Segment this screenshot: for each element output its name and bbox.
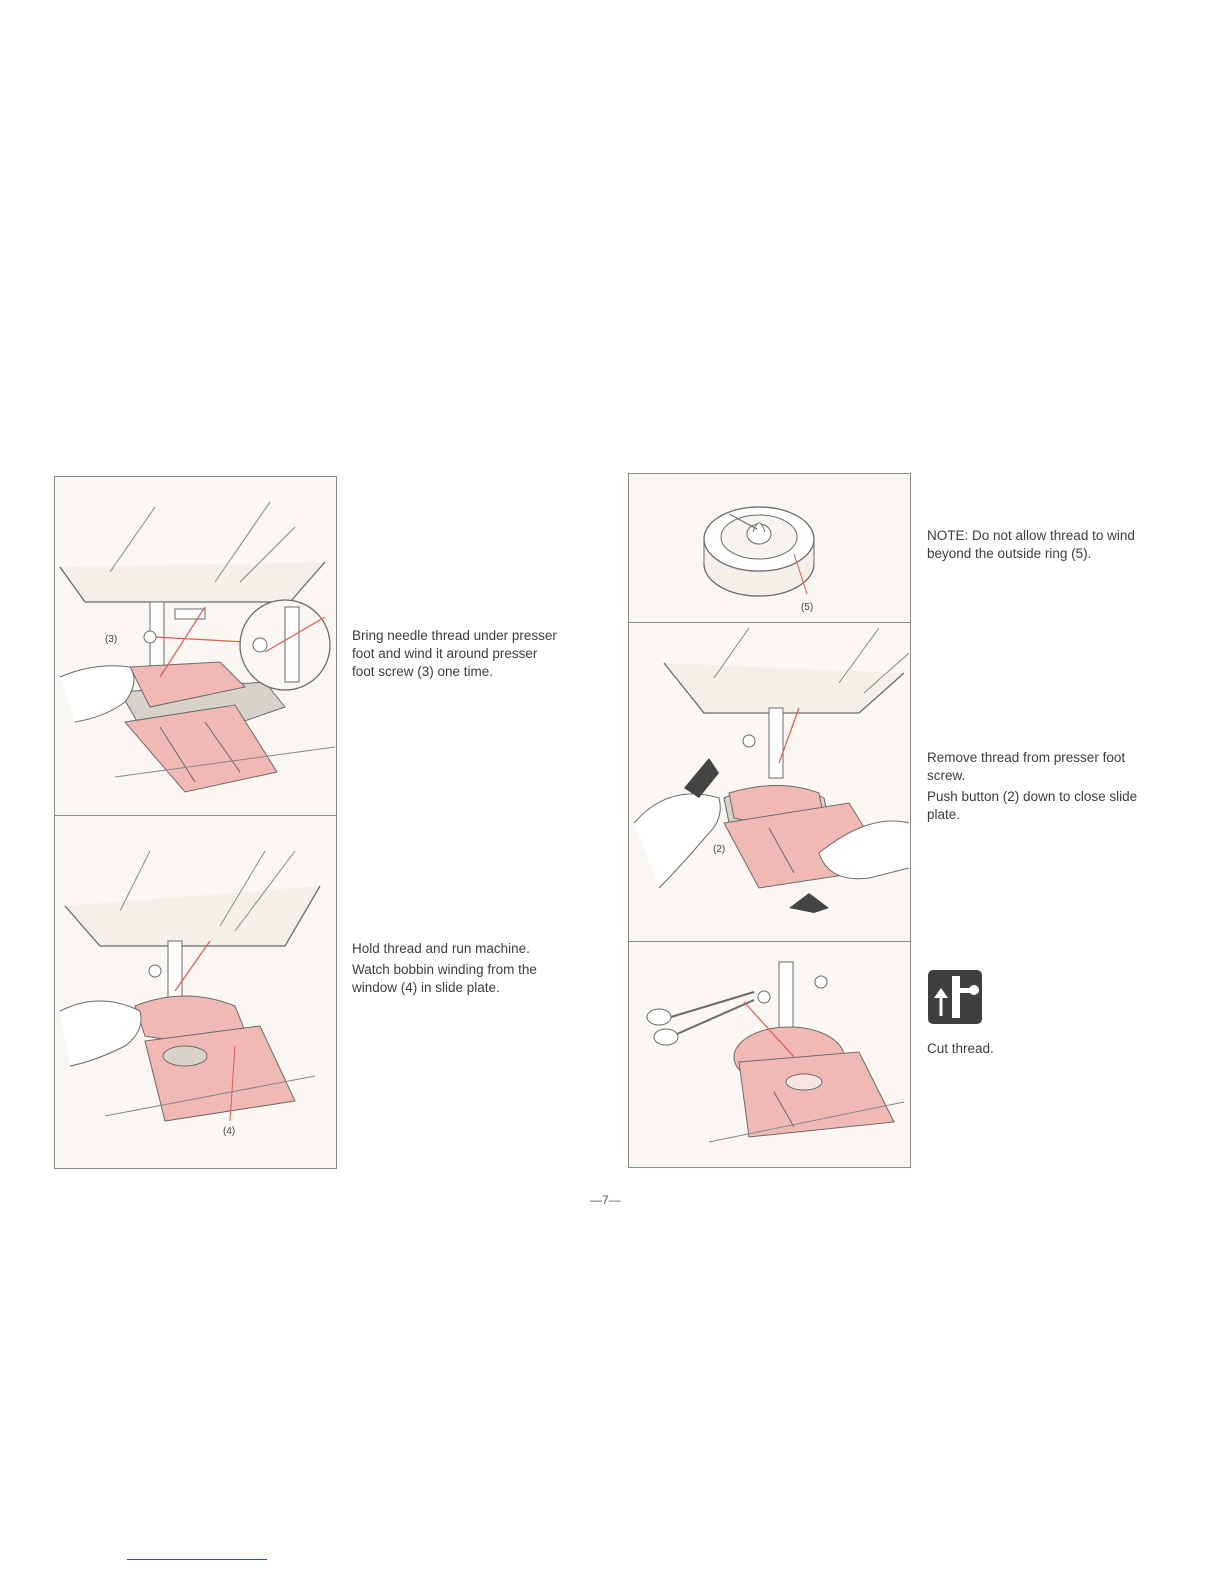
step-line: foot screw (3) one time. (352, 664, 494, 679)
sewing-machine-drawing (55, 477, 337, 816)
illustration-close-slide-plate (628, 622, 911, 942)
slide-plate-drawing (629, 623, 911, 942)
callout-2: (2) (713, 844, 726, 855)
step-line: foot and wind it around presser (352, 646, 538, 661)
step-paragraph: Watch bobbin winding from the window (4) in slide plate. (352, 962, 537, 995)
step-close-slide-plate-text (927, 749, 1157, 827)
note-paragraph: NOTE: Do not allow thread to wind beyond the outside ring (5). (927, 528, 1135, 561)
illustration-wind-presser-foot-screw (54, 476, 337, 816)
callout-5: (5) (801, 602, 814, 613)
page-number: —7— (590, 1193, 621, 1207)
note-text (927, 527, 1177, 566)
illustration-bobbin-ring (628, 473, 911, 623)
step-paragraph: Push button (2) down to close slide plate. (927, 789, 1138, 822)
step-paragraph: Hold thread and run machine. (352, 941, 530, 956)
bobbin-drawing (629, 474, 911, 623)
bobbin-winding-drawing (55, 816, 337, 1169)
scissors-drawing (629, 942, 911, 1168)
step-run-machine-text (352, 940, 582, 1000)
illustration-run-machine (54, 815, 337, 1169)
step-presser-foot-text (352, 627, 602, 681)
step-line: Bring needle thread under presser (352, 628, 557, 643)
step-paragraph: Cut thread. (927, 1041, 994, 1056)
illustration-cut-thread (628, 941, 911, 1168)
callout-3: (3) (105, 634, 118, 645)
callout-4: (4) (223, 1126, 236, 1137)
step-cut-thread-text (927, 1040, 1127, 1061)
footnote-rule (127, 1559, 267, 1560)
needle-up-icon (928, 970, 982, 1024)
step-paragraph: Remove thread from presser foot screw. (927, 750, 1126, 783)
